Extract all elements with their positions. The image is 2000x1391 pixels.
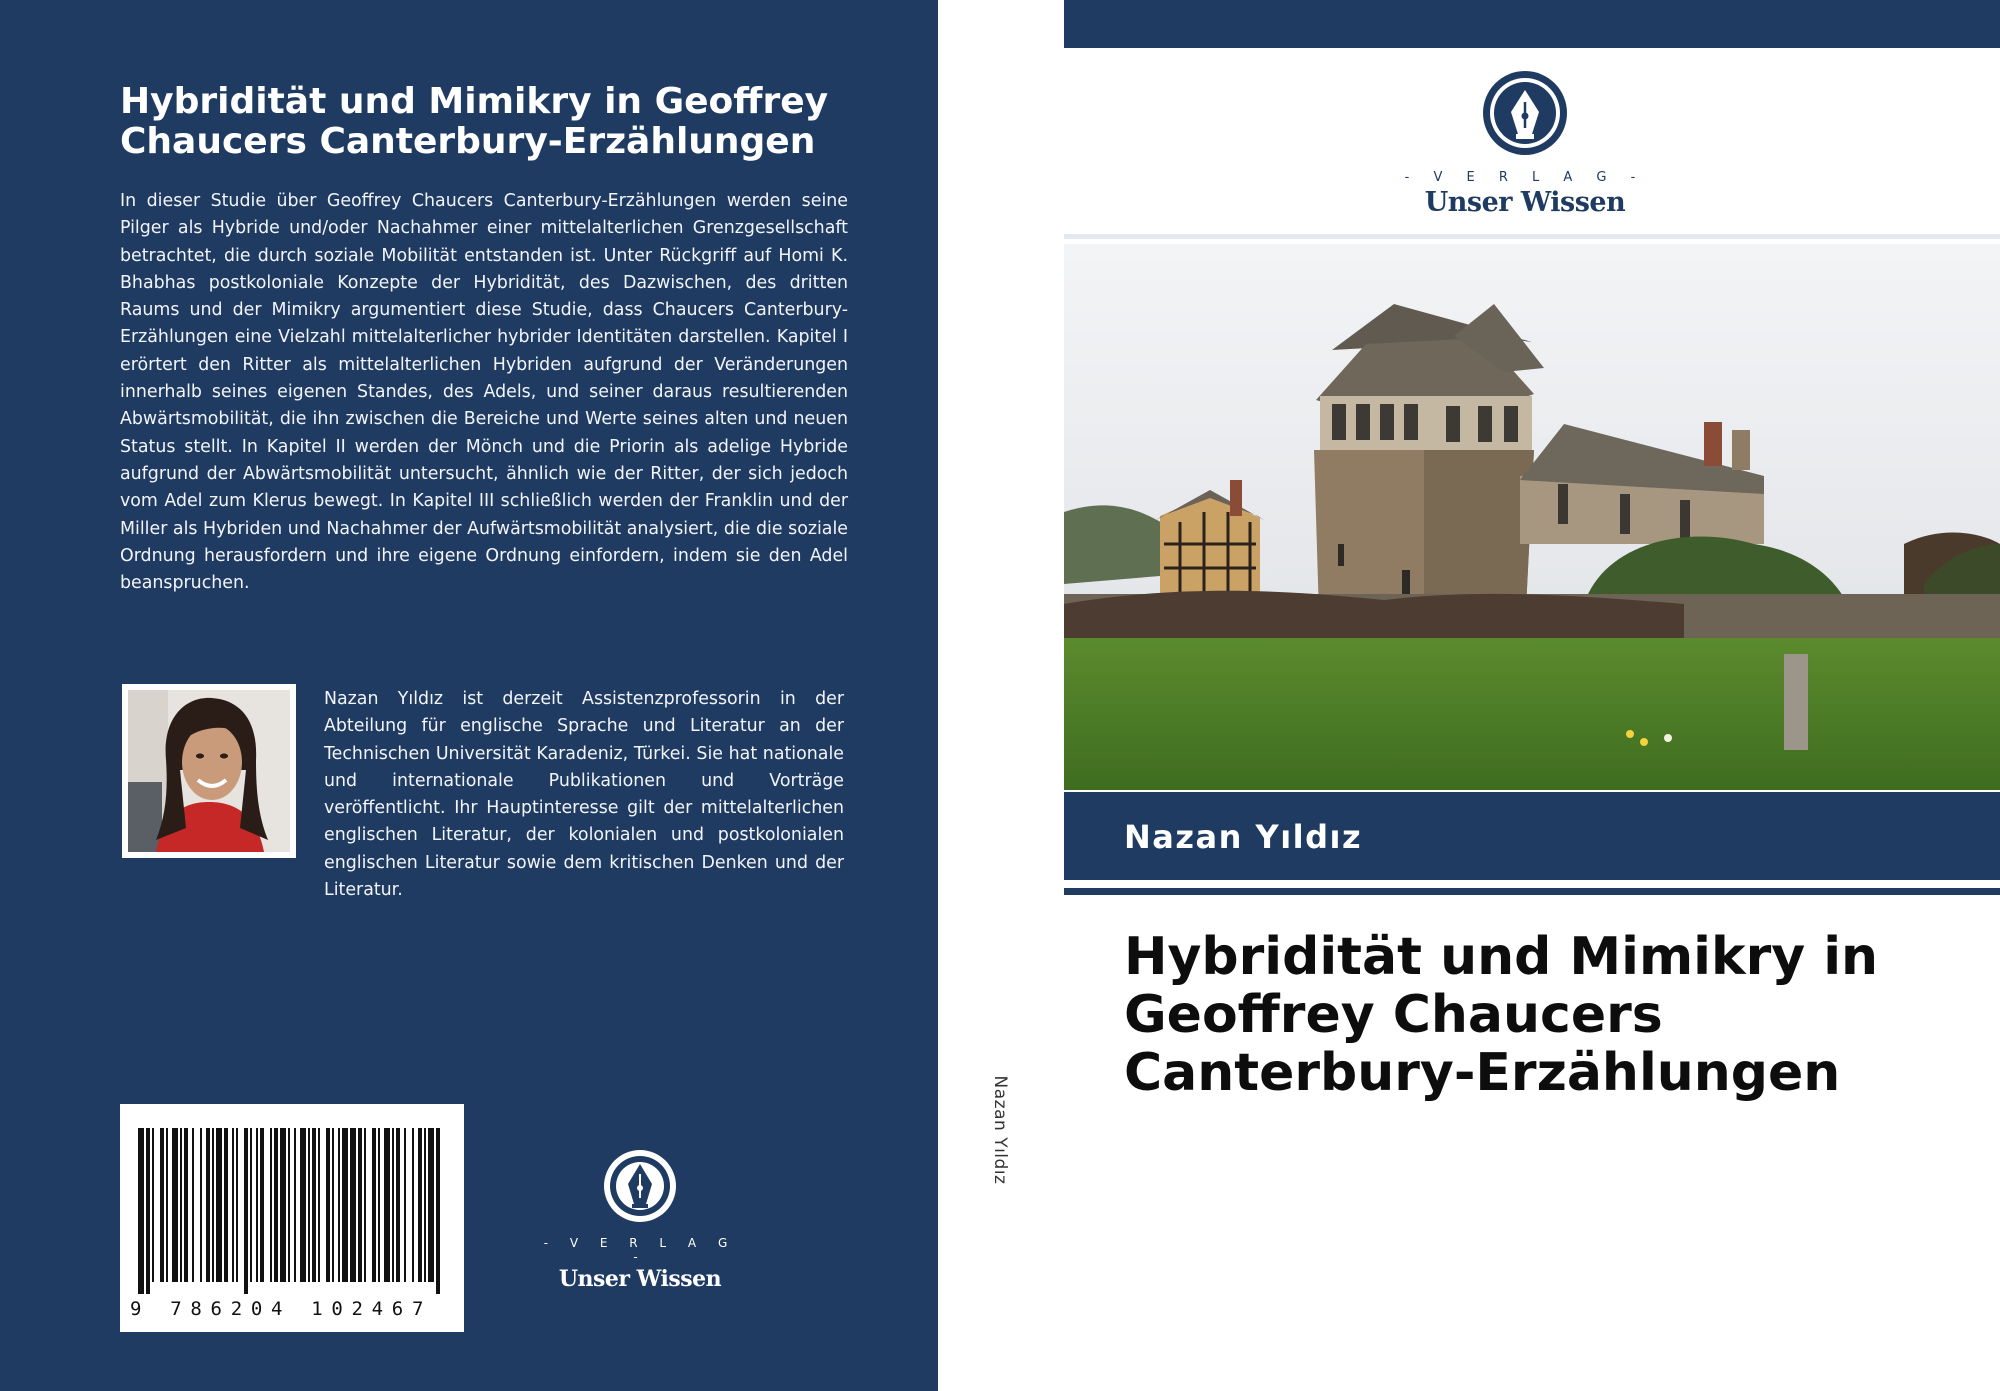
barcode-bar	[256, 1128, 258, 1282]
barcode-bar	[152, 1128, 154, 1282]
barcode-bar	[358, 1128, 362, 1282]
barcode-bar	[436, 1128, 440, 1294]
author-bio: Nazan Yıldız ist derzeit Assistenzprofessorin in der Abteilung für englische Sprache und Literatur an der Technischen Universität Karadeniz, Türkei. Sie hat nationale und internationale Publikationen und Vorträge veröffentlicht. Ihr Hauptinteresse gilt der mittelalterlichen englischen Literatur, der kolonialen und postkolonialen englischen Literatur sowie dem kritischen Denken und der Literatur.	[324, 689, 844, 901]
barcode-bar	[250, 1128, 252, 1282]
divider-line	[1064, 234, 2000, 239]
front-cover-title: Hybridität und Mimikry in Geoffrey Chaucers Canterbury-Erzählungen	[1124, 927, 1879, 1103]
barcode-bar	[160, 1128, 164, 1282]
barcode-bar	[418, 1128, 422, 1282]
back-logo-verlag: - V E R L A G -	[543, 1236, 737, 1264]
barcode-bar	[232, 1128, 234, 1282]
barcode-bar	[274, 1128, 278, 1282]
barcode-bar	[216, 1128, 222, 1282]
barcode-bar	[332, 1128, 334, 1282]
barcode-bar	[192, 1128, 194, 1282]
barcode-bar	[172, 1128, 178, 1282]
barcode-bar	[280, 1128, 286, 1282]
barcode-bar	[206, 1128, 210, 1282]
barcode-bar	[184, 1128, 188, 1282]
barcode-bar	[180, 1128, 182, 1282]
front-top-bar	[1064, 0, 2000, 48]
barcode-bar	[404, 1128, 406, 1282]
back-cover	[0, 0, 938, 1391]
barcode-bar	[300, 1128, 306, 1282]
barcode-bar	[350, 1128, 356, 1282]
back-cover-title: Hybridität und Mimikry in Geoffrey Chaucers Canterbury-Erzählungen	[120, 81, 829, 162]
barcode-bar	[294, 1128, 296, 1282]
barcode-bar	[244, 1128, 248, 1294]
barcode-bar	[384, 1128, 390, 1282]
barcode-bar	[424, 1128, 426, 1282]
barcode-bar	[146, 1128, 150, 1294]
barcode-bar	[318, 1128, 320, 1282]
barcode-bar	[392, 1128, 394, 1282]
castle-photo	[1064, 244, 2000, 790]
barcode-bar	[308, 1128, 310, 1282]
barcode-bar	[338, 1128, 340, 1282]
barcode-bars	[138, 1128, 448, 1294]
barcode-bar	[288, 1128, 290, 1282]
back-cover-blurb: In dieser Studie über Geoffrey Chaucers Canterbury-Erzählungen werden seine Pilger als Hybride und/oder Nachahmer einer mittelalterlichen Grenzgesellschaft betrachtet, die durch soziale Mobilität entstanden ist. Unter Rückgriff auf Homi K. Bhabhas postkoloniale Konzepte der Hybridität, des Dazwischen, des dritten Raums und der Mimikry argumentiert diese Studie, dass Chaucers Canterbury-Erzählungen eine Vielzahl mittelalterlicher hybrider Identitäten darstellen. Kapitel I erörtert den Ritter als mittelalterlichen Hybriden aufgrund der Veränderungen innerhalb seines eigenen Standes, des Adels, und seiner daraus resultierenden Abwärtsmobilität, die ihn zwischen die Bereiche und Werte seines alten und neuen Status stellt. In Kapitel II werden der Mönch und die Priorin als adelige Hybride aufgrund der Abwärtsmobilität untersucht, ähnlich wie der Ritter, der sich jedoch vom Adel zum Klerus bewegt. In Kapitel III schließlich werden der Franklin und der Miller als Hybriden und Nachahmer der Aufwärtsmobilität analysiert, die die soziale Ordnung herausfordern und ihre eigene Ordnung einfordern, indem sie den Adel beanspruchen.	[120, 191, 848, 594]
band-underline	[1064, 888, 2000, 895]
barcode-bar	[260, 1128, 264, 1282]
front-publisher-logo	[1390, 70, 1660, 218]
barcode-bar	[224, 1128, 228, 1282]
barcode	[120, 1104, 464, 1332]
fountain-pen-nib-icon	[1482, 70, 1568, 156]
barcode-bar	[236, 1128, 238, 1282]
barcode-bar	[428, 1128, 434, 1282]
front-cover	[1064, 0, 2000, 1391]
barcode-bar	[378, 1128, 380, 1282]
barcode-bar	[364, 1128, 366, 1282]
spine-author: Nazan Yıldız	[990, 1075, 1010, 1185]
barcode-bar	[372, 1128, 376, 1282]
barcode-bar	[342, 1128, 348, 1282]
back-publisher-logo	[540, 1148, 740, 1292]
front-author-band	[1064, 792, 2000, 880]
barcode-bar	[312, 1128, 316, 1282]
barcode-bar	[200, 1128, 202, 1282]
author-portrait	[122, 684, 296, 858]
barcode-bar	[412, 1128, 414, 1282]
isbn-digits: 9 786204 102467	[130, 1298, 433, 1320]
front-author-name: Nazan Yıldız	[1124, 818, 1363, 856]
front-logo-name: Unser Wissen	[1424, 187, 1626, 218]
back-logo-name: Unser Wissen	[558, 1266, 722, 1292]
barcode-bar	[212, 1128, 214, 1282]
fountain-pen-nib-icon	[602, 1148, 678, 1224]
barcode-bar	[166, 1128, 168, 1282]
barcode-bar	[326, 1128, 330, 1282]
barcode-bar	[138, 1128, 144, 1294]
barcode-bar	[270, 1128, 272, 1282]
barcode-bar	[396, 1128, 400, 1282]
front-logo-verlag: - V E R L A G -	[1404, 170, 1646, 185]
